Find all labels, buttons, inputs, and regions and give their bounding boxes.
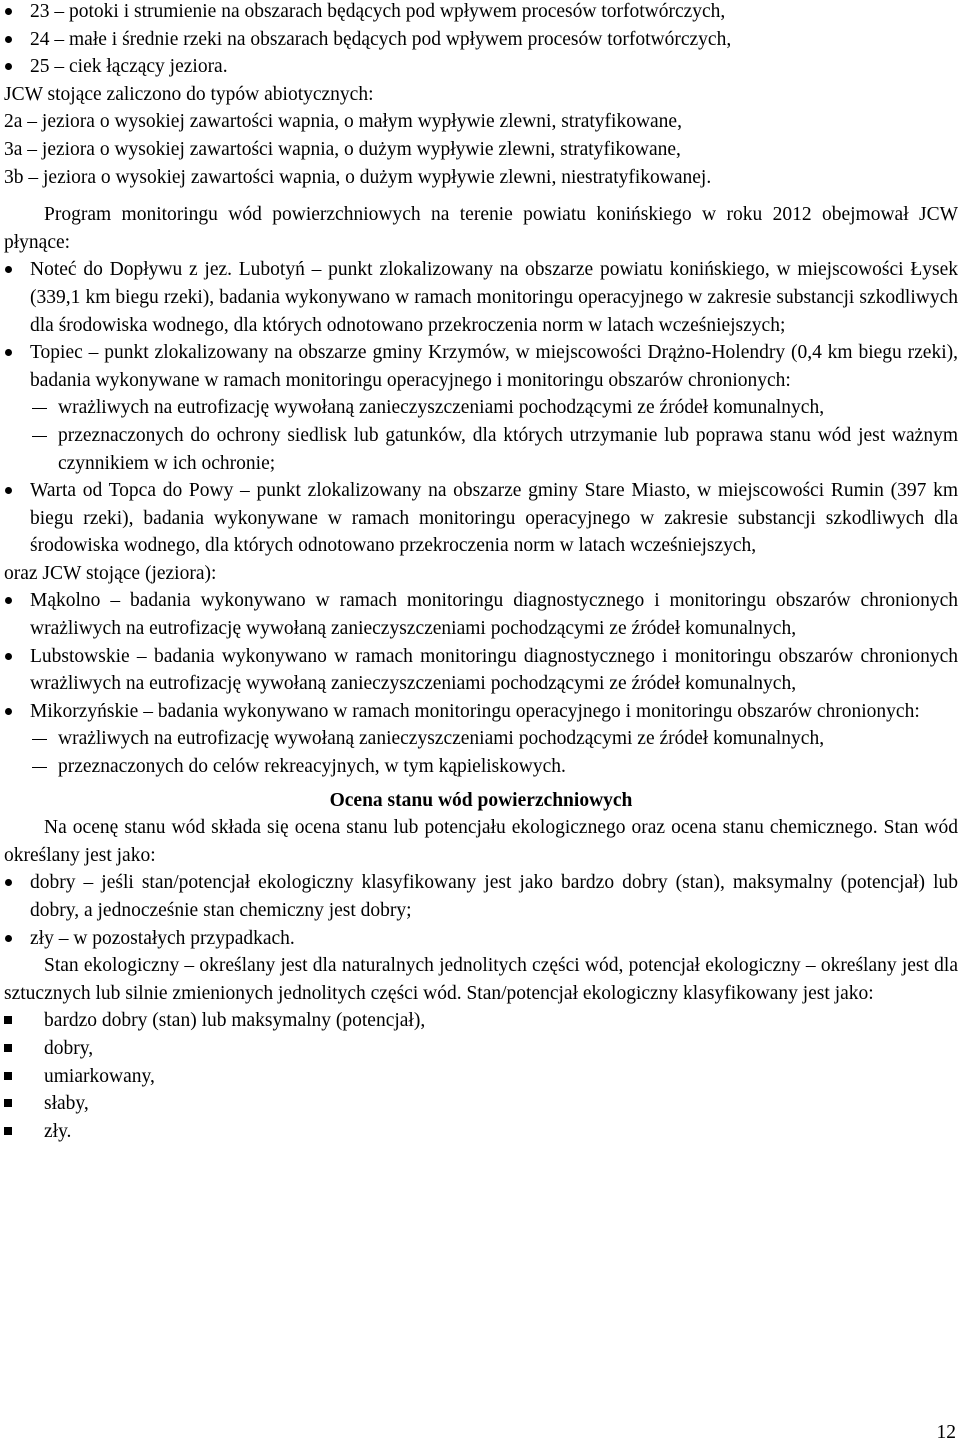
section-title: Ocena stanu wód powierzchniowych [329,789,633,811]
list-item: umiarkowany, [4,1063,958,1091]
list-item: Noteć do Dopływu z jez. Lubotyń – punkt zlokalizowany na obszarze powiatu konińskiego, w miejscowości Łysek (339,1 km biegu rzeki), badania wykonywano w ramach monitoringu operacyjnego w zakresie substancji szkodliwych dla środowiska wodnego, dla których odnotowano przekroczenia norm w latach wcześniejszych; [4,256,958,339]
program-intro: Program monitoringu wód powierzchniowych na terenie powiatu konińskiego w roku 2012 obejmował JCW płynące: [4,204,958,253]
standing-type-line: 3a – jeziora o wysokiej zawartości wapnia, o dużym wypływie zlewni, stratyfikowane, [4,138,681,160]
ecological-intro: Stan ekologiczny – określany jest dla naturalnych jednolitych części wód, potencjał ekologiczny – określany jest dla sztucznych lub silnie zmienionych jednolitych części wód. Stan/potencjał ekologiczny klasyfikowany jest jako: [4,955,958,1004]
assessment-list [4,869,958,952]
assessment-intro: Na ocenę stanu wód składa się ocena stanu lub potencjału ekologicznego oraz ocena stanu chemicznego. Stan wód określany jest jako: [4,817,958,866]
list-item: 24 – małe i średnie rzeki na obszarach będących pod wpływem procesów torfotwórczych, [4,26,958,54]
flowing-waters-list [4,256,958,560]
sub-list-item: przeznaczonych do celów rekreacyjnych, w tym kąpieliskowych. [4,753,958,781]
list-item: bardzo dobry (stan) lub maksymalny (potencjał), [4,1007,958,1035]
sub-list-item: wrażliwych na eutrofizację wywołaną zanieczyszczeniami pochodzącymi ze źródeł komunalnych, [4,725,958,753]
classes-list [4,1007,958,1145]
list-item: Warta od Topca do Powy – punkt zlokalizowany na obszarze gminy Stare Miasto, w miejscowości Rumin (397 km biegu rzeki), badania wykonywane w ramach monitoringu operacyjnego w zakresie substancji szkodliwych dla środowiska wodnego, dla których odnotowano przekroczenia norm w latach wcześniejszych, [4,477,958,560]
standing-intro: JCW stojące zaliczono do typów abiotycznych: [4,83,374,105]
list-item: dobry – jeśli stan/potencjał ekologiczny klasyfikowany jest jako bardzo dobry (stan), maksymalny (potencjał) lub dobry, a jednocześnie stan chemiczny jest dobry; [4,869,958,924]
list-item: dobry, [4,1035,958,1063]
list-item: 23 – potoki i strumienie na obszarach będących pod wpływem procesów torfotwórczych, [4,0,958,26]
list-item: 25 – ciek łączący jeziora. [4,53,958,81]
standing-type-line: 3b – jeziora o wysokiej zawartości wapnia, o dużym wypływie zlewni, niestratyfikowanej. [4,166,712,188]
document-page [4,0,958,1145]
list-item-text: Topiec – punkt zlokalizowany na obszarze gminy Krzymów, w miejscowości Drążno-Holendry (0,4 km biegu rzeki), badania wykonywane w ramach monitoringu operacyjnego i monitoringu obszarów chronionych: [30,342,958,391]
list-item: Mąkolno – badania wykonywano w ramach monitoringu diagnostycznego i monitoringu obszarów chronionych wrażliwych na eutrofizację wywołaną zanieczyszczeniami pochodzącymi ze źródeł komunalnych, [4,587,958,642]
lakes-list [4,587,958,780]
sub-list-item: wrażliwych na eutrofizację wywołaną zanieczyszczeniami pochodzącymi ze źródeł komunalnych, [4,394,958,422]
list-item: zły – w pozostałych przypadkach. [4,925,958,953]
list-item: Mikorzyńskie – badania wykonywano w ramach monitoringu operacyjnego i monitoringu obszarów chronionych: [4,698,958,726]
list-item: słaby, [4,1090,958,1118]
lakes-intro: oraz JCW stojące (jeziora): [4,562,217,584]
standing-type-line: 2a – jeziora o wysokiej zawartości wapnia, o małym wypływie zlewni, stratyfikowane, [4,111,682,133]
top-type-list [4,0,958,81]
list-item: Lubstowskie – badania wykonywano w ramach monitoringu diagnostycznego i monitoringu obszarów chronionych wrażliwych na eutrofizację wywołaną zanieczyszczeniami pochodzącymi ze źródeł komunalnych, [4,643,958,698]
list-item [4,339,958,394]
page-number: 12 [936,1422,956,1443]
sub-list-item: przeznaczonych do ochrony siedlisk lub gatunków, dla których utrzymanie lub poprawa stanu wód jest ważnym czynnikiem w ich ochronie; [4,422,958,477]
list-item: zły. [4,1118,958,1146]
